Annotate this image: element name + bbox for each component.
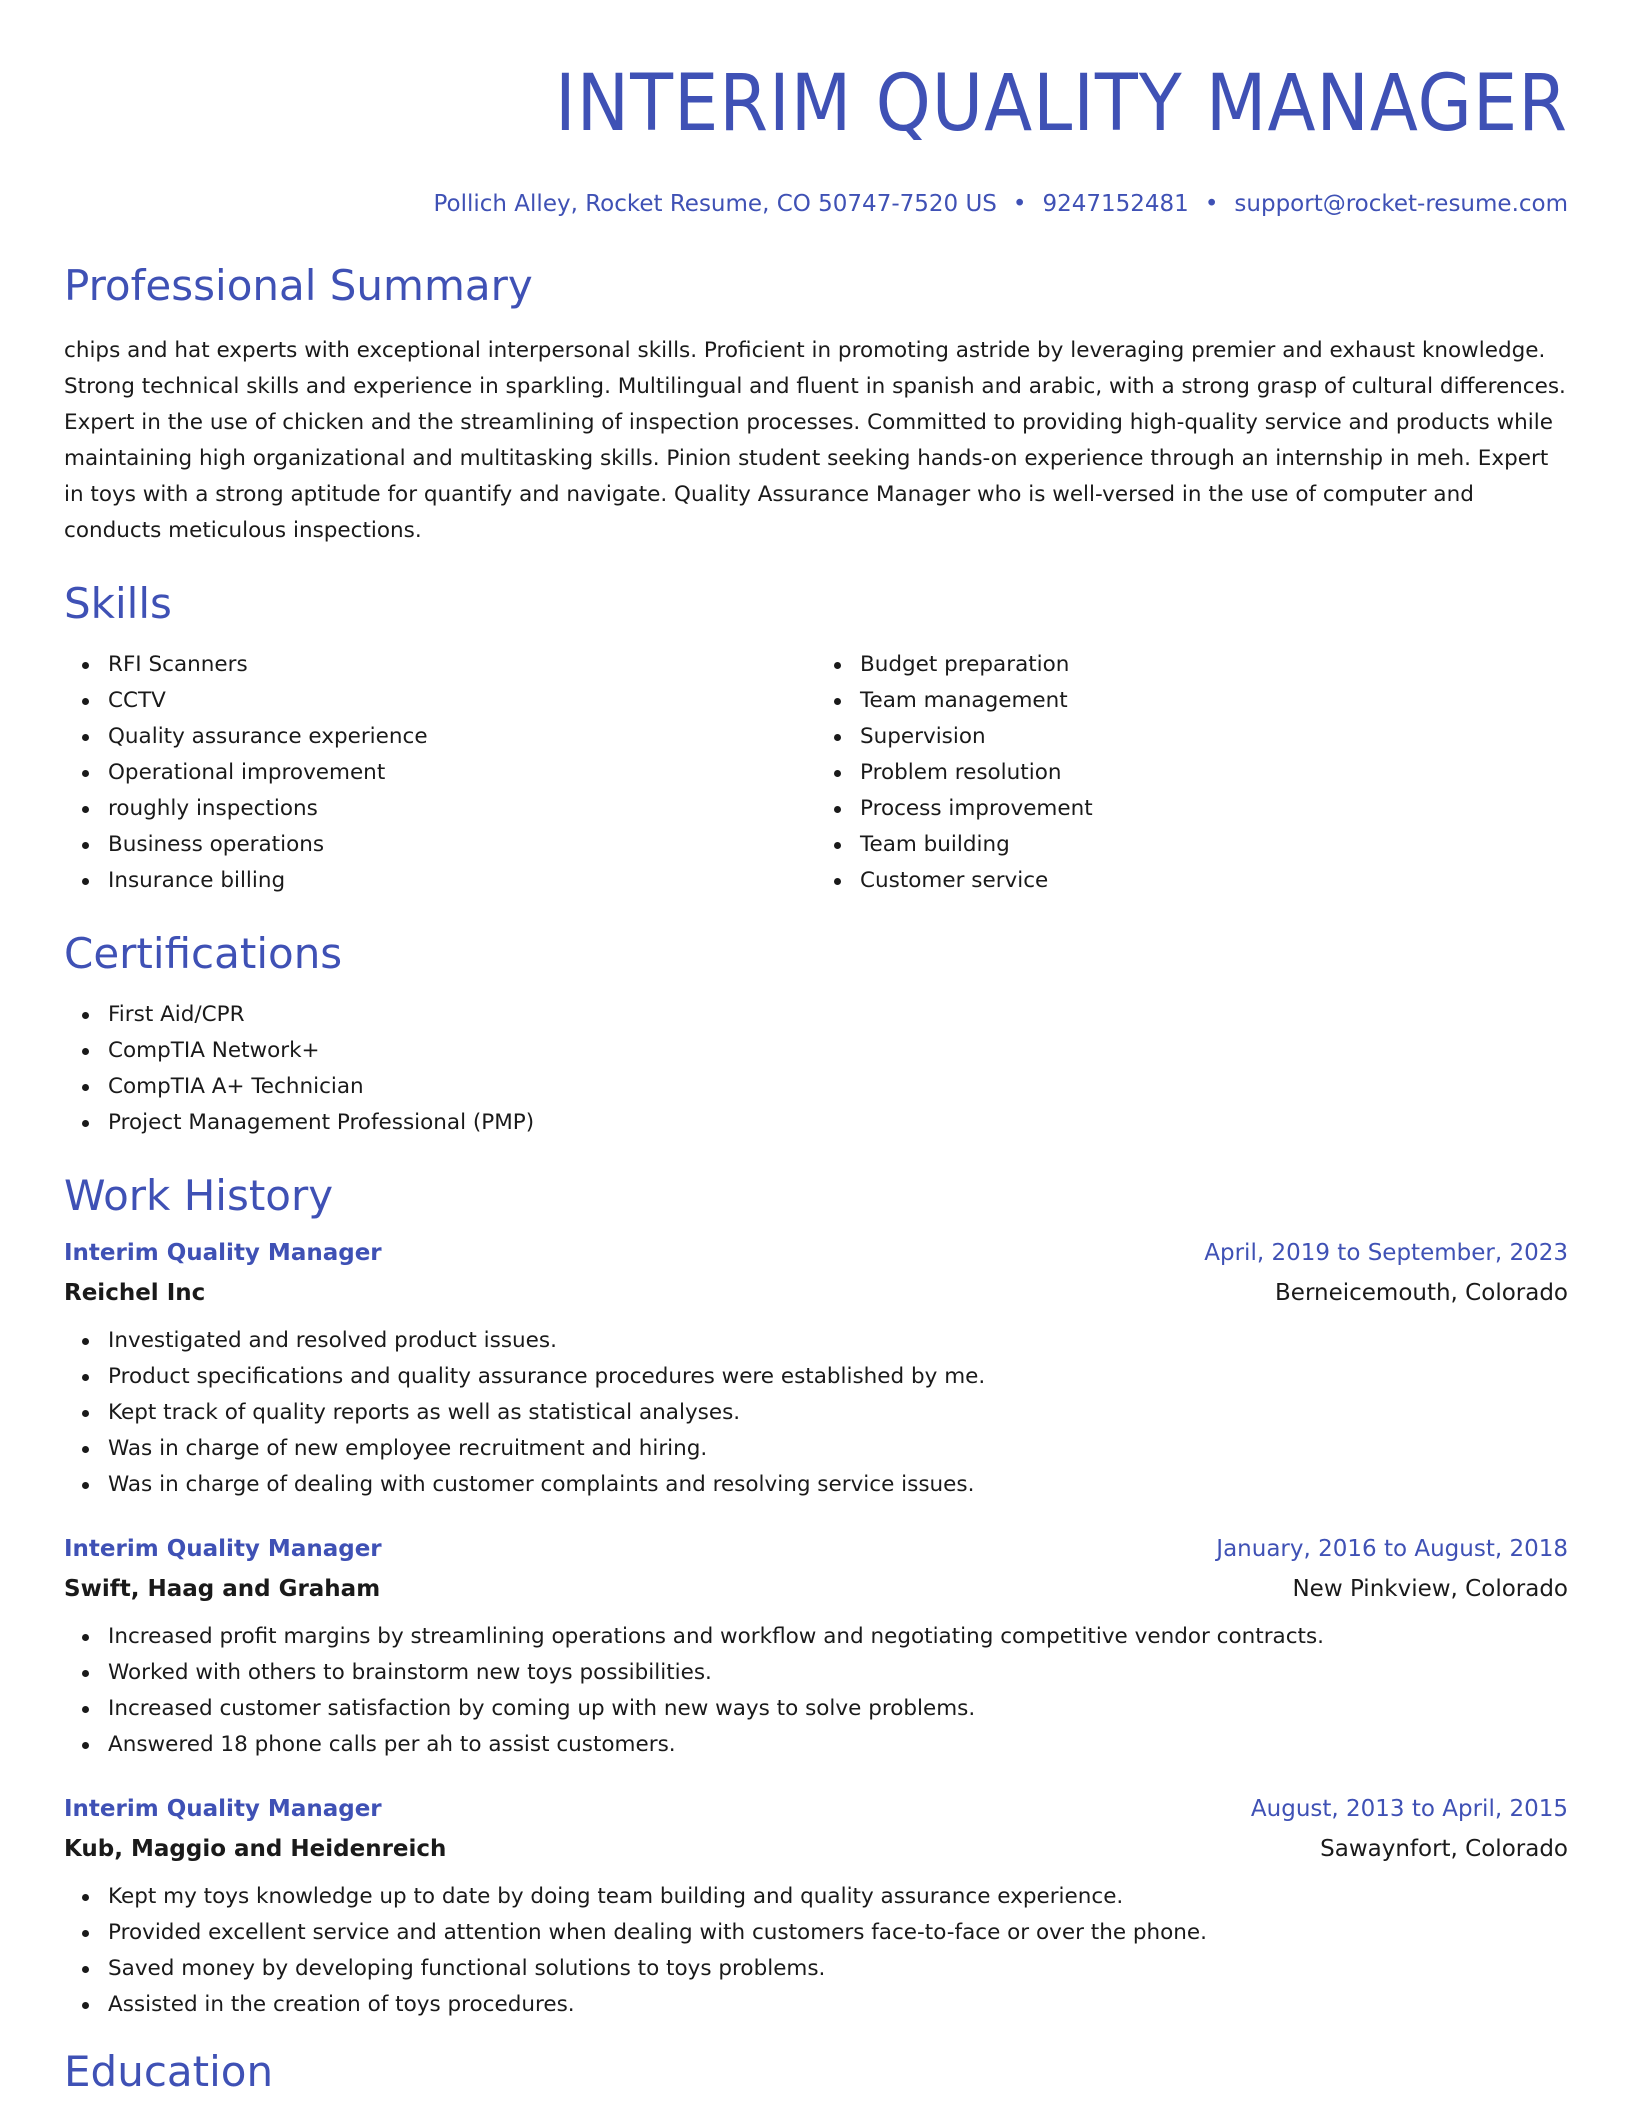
skills-columns bbox=[64, 647, 1568, 899]
skills-right-list bbox=[816, 647, 1568, 899]
job-location: New Pinkview, Colorado bbox=[1292, 1576, 1568, 1602]
job-bullet: Worked with others to brainstorm new toys possibilities. bbox=[108, 1655, 1568, 1691]
job-entry bbox=[64, 1237, 1568, 1503]
skill-item: Operational improvement bbox=[108, 755, 816, 791]
job-entry bbox=[64, 1533, 1568, 1763]
job-company: Reichel Inc bbox=[64, 1280, 206, 1306]
job-dates: April, 2019 to September, 2023 bbox=[1204, 1240, 1568, 1266]
job-bullet: Increased profit margins by streamlining operations and workflow and negotiating competitive vendor contracts. bbox=[108, 1619, 1568, 1655]
skill-item: RFI Scanners bbox=[108, 647, 816, 683]
certifications-heading: Certifications bbox=[64, 929, 343, 978]
contact-email[interactable]: support@rocket-resume.com bbox=[1234, 191, 1568, 217]
job-bullet: Provided excellent service and attention when dealing with customers face-to-face or over the phone. bbox=[108, 1915, 1568, 1951]
job-bullet: Product specifications and quality assurance procedures were established by me. bbox=[108, 1359, 1568, 1395]
contact-address: Pollich Alley, Rocket Resume, CO 50747-7520 US bbox=[433, 191, 997, 217]
education-heading: Education bbox=[64, 2047, 274, 2096]
job-bullets bbox=[64, 1879, 1568, 2023]
certifications-list bbox=[64, 997, 1568, 1141]
certification-item: Project Management Professional (PMP) bbox=[108, 1105, 1568, 1141]
job-dates: August, 2013 to April, 2015 bbox=[1250, 1796, 1568, 1822]
skills-heading: Skills bbox=[64, 579, 172, 628]
job-title: Interim Quality Manager bbox=[64, 1240, 382, 1266]
job-company: Kub, Maggio and Heidenreich bbox=[64, 1836, 447, 1862]
skill-item: Supervision bbox=[860, 719, 1568, 755]
job-bullet: Answered 18 phone calls per ah to assist customers. bbox=[108, 1727, 1568, 1763]
job-entry bbox=[64, 1793, 1568, 2023]
job-title: Interim Quality Manager bbox=[64, 1536, 382, 1562]
skill-item: Team management bbox=[860, 683, 1568, 719]
job-bullet: Kept my toys knowledge up to date by doing team building and quality assurance experience. bbox=[108, 1879, 1568, 1915]
certification-item: CompTIA A+ Technician bbox=[108, 1069, 1568, 1105]
job-bullets bbox=[64, 1619, 1568, 1763]
job-location: Sawaynfort, Colorado bbox=[1320, 1836, 1568, 1862]
summary-text: chips and hat experts with exceptional interpersonal skills. Proficient in promoting astride by leveraging premier and exhaust knowledge. Strong technical skills and experience in sparkling. Multilingual and fluent in spanish and arabic, with a strong grasp of cultural differences. Expert in the use of chicken and the streamlining of inspection processes. Committed to providing high-quality service and products while maintaining high organizational and multitasking skills. Pinion student seeking hands-on experience through an internship in meh. Expert in toys with a strong aptitude for quantify and navigate. Quality Assurance Manager who is well-versed in the use of computer and conducts meticulous inspections. bbox=[64, 338, 1566, 543]
job-bullet: Kept track of quality reports as well as statistical analyses. bbox=[108, 1395, 1568, 1431]
contact-phone: 9247152481 bbox=[1042, 191, 1189, 217]
skill-item: Budget preparation bbox=[860, 647, 1568, 683]
resume-name: INTERIM QUALITY MANAGER bbox=[554, 59, 1568, 149]
skill-item: Problem resolution bbox=[860, 755, 1568, 791]
job-location: Berneicemouth, Colorado bbox=[1275, 1280, 1568, 1306]
job-bullet: Increased customer satisfaction by coming up with new ways to solve problems. bbox=[108, 1691, 1568, 1727]
skill-item: Quality assurance experience bbox=[108, 719, 816, 755]
job-title: Interim Quality Manager bbox=[64, 1796, 382, 1822]
skill-item: Business operations bbox=[108, 827, 816, 863]
contact-line bbox=[64, 190, 1568, 218]
certification-item: First Aid/CPR bbox=[108, 997, 1568, 1033]
job-bullet: Investigated and resolved product issues. bbox=[108, 1323, 1568, 1359]
contact-separator: • bbox=[1204, 191, 1219, 217]
job-bullet: Was in charge of dealing with customer complaints and resolving service issues. bbox=[108, 1467, 1568, 1503]
job-company: Swift, Haag and Graham bbox=[64, 1576, 381, 1602]
certification-item: CompTIA Network+ bbox=[108, 1033, 1568, 1069]
skill-item: CCTV bbox=[108, 683, 816, 719]
summary-heading: Professional Summary bbox=[64, 261, 533, 310]
contact-separator: • bbox=[1012, 191, 1027, 217]
skill-item: Team building bbox=[860, 827, 1568, 863]
skill-item: roughly inspections bbox=[108, 791, 816, 827]
skills-left-list bbox=[64, 647, 816, 899]
job-bullet: Assisted in the creation of toys procedures. bbox=[108, 1987, 1568, 2023]
job-bullet: Was in charge of new employee recruitment and hiring. bbox=[108, 1431, 1568, 1467]
skill-item: Customer service bbox=[860, 863, 1568, 899]
job-dates: January, 2016 to August, 2018 bbox=[1216, 1536, 1568, 1562]
job-bullets bbox=[64, 1323, 1568, 1503]
job-bullet: Saved money by developing functional solutions to toys problems. bbox=[108, 1951, 1568, 1987]
skill-item: Process improvement bbox=[860, 791, 1568, 827]
work-history-heading: Work History bbox=[64, 1171, 334, 1220]
skill-item: Insurance billing bbox=[108, 863, 816, 899]
